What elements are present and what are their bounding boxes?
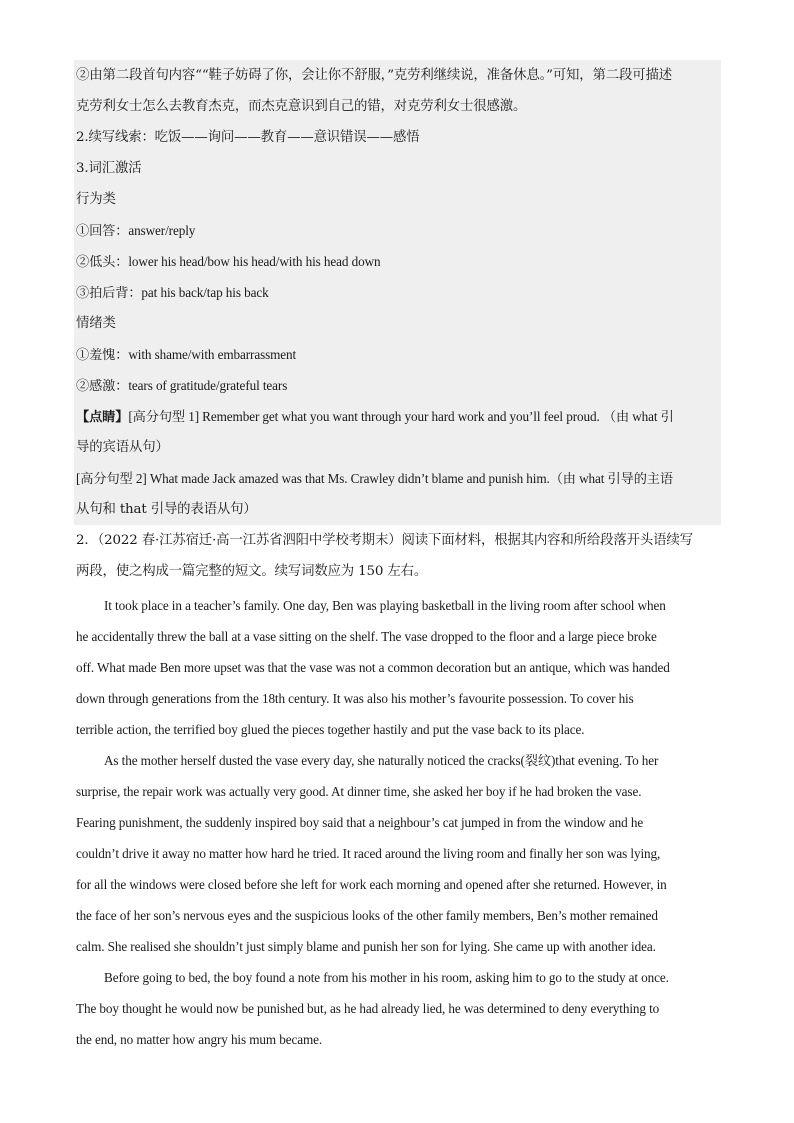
passage-paragraph-2 <box>76 745 719 962</box>
writing-clue: 2.续写线索：吃饭——询问——教育——意识错误——感悟 <box>74 122 721 153</box>
tip1-line2: 导的宾语从句） <box>74 432 721 463</box>
emotion-item: ②感激：tears of gratitude/grateful tears <box>74 370 721 401</box>
passage-line: calm. She realised she shouldn’t just simply blame and punish her son for lying. She came up with another idea. <box>76 939 656 954</box>
passage-line: couldn’t drive it away no matter how hard he tried. It raced around the living room and finally her son was lying, <box>76 846 661 861</box>
behavior-title: 行为类 <box>74 184 721 215</box>
passage-line: The boy thought he would now be punished but, as he had already lied, he was determined to deny everything to <box>76 1001 660 1016</box>
passage-paragraph-1 <box>76 590 719 745</box>
passage-line: It took place in a teacher’s family. One day, Ben was playing basketball in the living room after school when <box>104 598 666 613</box>
passage-line: the face of her son’s nervous eyes and the suspicious looks of the other family members, Ben’s mother remained <box>76 908 658 923</box>
passage-line: off. What made Ben more upset was that the vase was not a common decoration but an antique, which was handed <box>76 660 670 675</box>
passage-paragraph-3 <box>76 962 719 1055</box>
tip2-line1: [高分句型 2] What made Jack amazed was that Ms. Crawley didn’t blame and punish him.（由 what 引导的主语 <box>74 463 721 494</box>
passage-line: for all the windows were closed before she left for work each morning and opened after she returned. However, in <box>76 877 667 892</box>
analysis-p2-line2: 克劳利女士怎么去教育杰克，而杰克意识到自己的错，对克劳利女士很感激。 <box>74 91 721 122</box>
behavior-item: ②低头：lower his head/bow his head/with his head down <box>74 246 721 277</box>
passage-line: the end, no matter how angry his mum became. <box>76 1032 323 1047</box>
passage-line: Before going to bed, the boy found a note from his mother in his room, asking him to go to the study at once. <box>104 970 669 985</box>
passage-line: down through generations from the 18th century. It was also his mother’s favourite possession. To cover his <box>76 691 634 706</box>
question-line1: 2．（2022 春·江苏宿迁·高一江苏省泗阳中学校考期末）阅读下面材料，根据其内容和所给段落开头语续写 <box>76 533 693 548</box>
behavior-item: ①回答：answer/reply <box>74 215 721 246</box>
tip2-line2: 从句和 that 引导的表语从句） <box>74 494 721 525</box>
vocab-title: 3.词汇激活 <box>74 153 721 184</box>
emotion-item: ①羞愧：with shame/with embarrassment <box>74 339 721 370</box>
emotion-title: 情绪类 <box>74 308 721 339</box>
passage-line: surprise, the repair work was actually very good. At dinner time, she asked her boy if he had broken the vase. <box>76 784 642 799</box>
passage-line: terrible action, the terrified boy glued the pieces together hastily and put the vase back to its place. <box>76 722 585 737</box>
passage-line: As the mother herself dusted the vase every day, she naturally noticed the cracks(裂纹)that evening. To her <box>104 753 659 768</box>
document-page <box>76 60 719 1055</box>
passage-line: Fearing punishment, the suddenly inspired boy said that a neighbour’s cat jumped in from the window and he <box>76 815 644 830</box>
analysis-p2-line1: ②由第二段首句内容““鞋子妨碍了你，会让你不舒服，”克劳利继续说，准备休息。”可知，第二段可描述 <box>74 60 721 91</box>
tip1-line1: 【点睛】[高分句型 1] Remember get what you want through your hard work and you’ll feel proud. （由 what 引 <box>74 401 721 432</box>
passage-line: he accidentally threw the ball at a vase sitting on the shelf. The vase dropped to the floor and a large piece broke <box>76 629 657 644</box>
behavior-item: ③拍后背：pat his back/tap his back <box>74 277 721 308</box>
question-line2: 两段，使之构成一篇完整的短文。续写词数应为 150 左右。 <box>76 564 428 579</box>
tip-label: 【点睛】 <box>76 409 129 424</box>
